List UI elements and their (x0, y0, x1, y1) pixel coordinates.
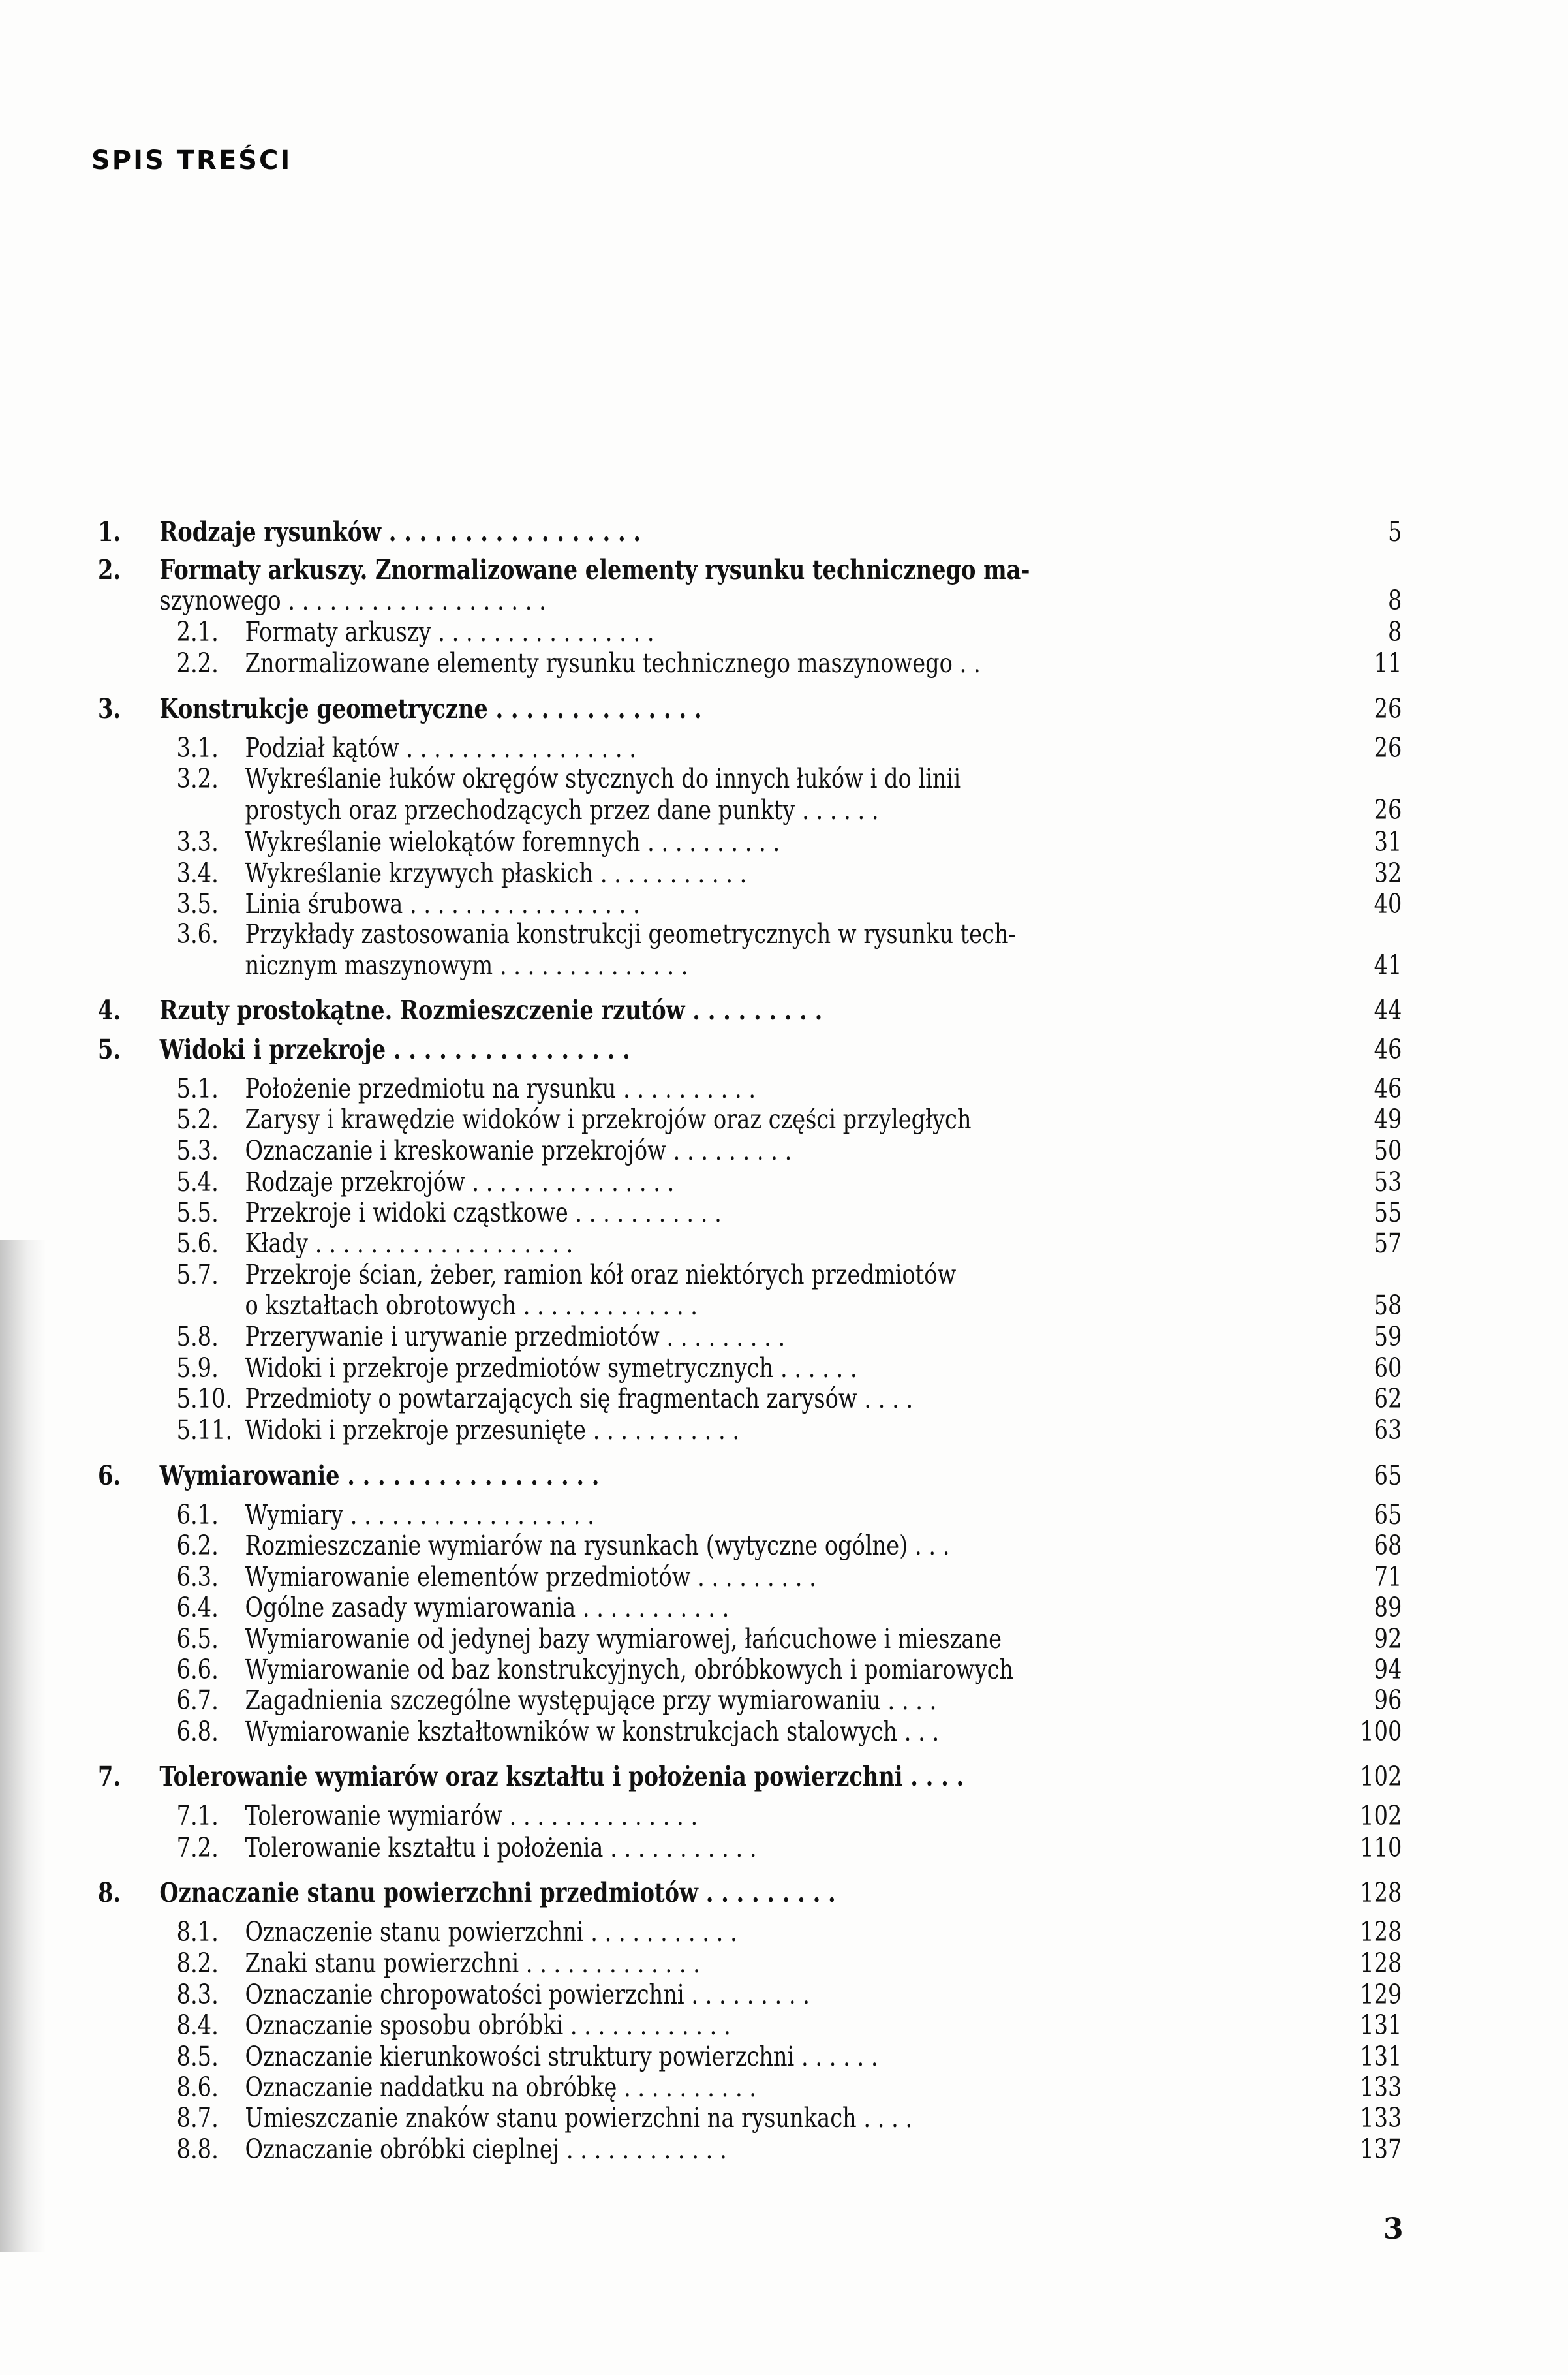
toc-entry-number: 6.1. (176, 1499, 219, 1530)
toc-entry-title (245, 1289, 698, 1322)
toc-section-entry (0, 647, 1402, 679)
toc-entry-title-text: Ogólne zasady wymiarowania (245, 1592, 576, 1623)
toc-chapter-entry (0, 516, 1402, 548)
toc-page-number: 46 (1374, 1073, 1402, 1104)
dot-leader: . . (952, 647, 981, 679)
toc-entry-title-text: Formaty arkuszy (245, 616, 431, 647)
toc-entry-number: 8.6. (176, 2072, 219, 2103)
toc-page-number: 26 (1374, 693, 1402, 724)
toc-entry-number: 8.8. (176, 2134, 219, 2165)
toc-entry-title (245, 1947, 700, 1979)
toc-entry-title (245, 1799, 698, 1832)
dot-leader: . . . . . . . . . . . . . . . . . . . (308, 1228, 574, 1259)
toc-entry-title-text: Tolerowanie wymiarów oraz kształtu i położenia powierzchni (159, 1761, 903, 1792)
toc-page-number: 58 (1374, 1290, 1402, 1321)
toc-entry-number: 3.2. (176, 763, 219, 794)
toc-entry-title-text: Formaty arkuszy. Znormalizowane elementy rysunku technicznego ma- (159, 554, 1030, 585)
toc-section-entry (0, 1653, 1402, 1686)
toc-entry-title-text: Wymiarowanie od jedynej bazy wymiarowej, łańcuchowe i mieszane (245, 1623, 1002, 1654)
toc-entry-title-text: Wymiary (245, 1499, 344, 1530)
dot-leader: . . . . . . . . . . . (586, 1414, 740, 1446)
toc-page-number: 5 (1388, 516, 1402, 548)
dot-leader: . . . . . . . . . (684, 1979, 810, 2010)
toc-entry-number: 8.1. (176, 1916, 219, 1948)
dot-leader: . . . . . . . . . (690, 1561, 816, 1592)
toc-page-number: 96 (1374, 1684, 1402, 1716)
toc-entry-number: 3.5. (176, 888, 219, 920)
toc-entry-number: 2. (98, 554, 121, 585)
toc-entry-continuation (0, 584, 1402, 617)
toc-entry-title-text: Kłady (245, 1228, 309, 1259)
toc-section-entry (0, 1560, 1402, 1593)
toc-entry-title (245, 615, 654, 648)
toc-section-entry (0, 2102, 1402, 2134)
toc-page-number: 100 (1360, 1716, 1402, 1747)
toc-page-number: 26 (1374, 794, 1402, 826)
toc-page-number: 129 (1360, 1979, 1402, 2010)
toc-entry-number: 3.4. (176, 858, 219, 889)
dot-leader: . . . (908, 1530, 950, 1561)
toc-section-entry (0, 1352, 1402, 1384)
dot-leader: . . . . . . . . . . . . . . . . . (403, 888, 640, 920)
toc-entry-number: 3. (98, 693, 121, 724)
toc-entry-title-text: prostych oraz przechodzących przez dane punkty (245, 794, 795, 826)
toc-entry-title-text: Przykłady zastosowania konstrukcji geometrycznych w rysunku tech- (245, 918, 1016, 950)
toc-section-entry (0, 888, 1402, 920)
toc-section-entry (0, 1978, 1402, 2011)
toc-page-number: 89 (1374, 1592, 1402, 1623)
toc-entry-title (245, 647, 981, 679)
toc-entry-title (245, 762, 961, 795)
toc-chapter-entry (0, 1459, 1402, 1492)
toc-page-number: 41 (1374, 950, 1402, 981)
dot-leader: . . . . . . . . . . . . . . . . . . (343, 1499, 594, 1530)
toc-entry-title (245, 826, 780, 858)
toc-entry-number: 7.2. (176, 1832, 219, 1863)
toc-entry-number: 7. (98, 1761, 121, 1792)
toc-section-entry (0, 1103, 1402, 1136)
dot-leader: . . . . . . . . . . . . . . (502, 1800, 698, 1831)
toc-entry-title (245, 1498, 594, 1531)
dot-leader: . . . . . . . . . . . . (559, 2134, 727, 2165)
toc-section-entry (0, 826, 1402, 858)
dot-leader: . . . . . . . . . . . . . . . . . . . (281, 585, 546, 616)
toc-entry-title-text: Umieszczanie znaków stanu powierzchni na rysunkach (245, 2102, 857, 2134)
toc-page-number: 60 (1374, 1352, 1402, 1384)
toc-entry-number: 6.8. (176, 1716, 219, 1747)
toc-entry-title (245, 1684, 937, 1716)
toc-section-entry (0, 1916, 1402, 1948)
toc-page-number: 11 (1374, 647, 1402, 679)
toc-entry-number: 2.1. (176, 616, 219, 647)
toc-entry-title (245, 2071, 757, 2103)
toc-page-number: 59 (1374, 1321, 1402, 1352)
toc-page-number: 68 (1374, 1530, 1402, 1561)
toc-section-entry (0, 1320, 1402, 1353)
toc-page-number: 102 (1360, 1761, 1402, 1792)
toc-entry-title-text: Przerywanie i urywanie przedmiotów (245, 1321, 660, 1352)
toc-page-number: 65 (1374, 1499, 1402, 1530)
toc-entry-number: 3.6. (176, 918, 219, 950)
toc-page-number: 57 (1374, 1228, 1402, 1259)
dot-leader: . . . . . . . . . . . (593, 858, 747, 889)
dot-leader: . . . . (856, 2102, 913, 2134)
toc-section-entry (0, 1072, 1402, 1105)
toc-entry-title-text: szynowego (159, 585, 281, 616)
toc-section-entry (0, 1715, 1402, 1748)
toc-section-entry (0, 918, 1285, 950)
toc-entry-title (245, 2040, 878, 2073)
toc-section-entry (0, 857, 1402, 890)
toc-entry-number: 2.2. (176, 647, 219, 679)
toc-page-number: 71 (1374, 1561, 1402, 1592)
toc-entry-title-text: Oznaczenie stanu powierzchni (245, 1916, 584, 1948)
toc-section-entry (0, 762, 1285, 795)
toc-entry-number: 3.3. (176, 826, 219, 858)
toc-entry-title (245, 1166, 675, 1198)
toc-entry-title (245, 1916, 737, 1948)
toc-section-entry (0, 1166, 1402, 1198)
toc-entry-title-text: nicznym maszynowym (245, 950, 493, 981)
toc-entry-number: 6.6. (176, 1654, 219, 1685)
toc-entry-number: 5.2. (176, 1104, 219, 1135)
toc-section-entry (0, 1258, 1285, 1291)
toc-section-entry (0, 2133, 1402, 2165)
toc-entry-title (159, 692, 701, 725)
toc-page-number: 8 (1388, 585, 1402, 616)
toc-page-number: 8 (1388, 616, 1402, 647)
toc-entry-title (245, 1227, 574, 1260)
toc-chapter-entry (0, 692, 1402, 725)
toc-entry-title-text: Rzuty prostokątne. Rozmieszczenie rzutów (159, 995, 685, 1026)
toc-section-entry (0, 1196, 1402, 1229)
toc-entry-title-text: Linia śrubowa (245, 888, 403, 920)
toc-section-entry (0, 1684, 1402, 1716)
dot-leader: . . . . . . . . . . (617, 2072, 757, 2103)
dot-leader: . . . . . . . . . . . . . (519, 1948, 700, 1979)
toc-page-number: 62 (1374, 1383, 1402, 1414)
toc-entry-title (245, 1103, 972, 1136)
toc-entry-title (245, 888, 640, 920)
toc-entry-title-text: Zagadnienia szczególne występujące przy wymiarowaniu (245, 1684, 881, 1716)
toc-entry-number: 5.6. (176, 1228, 219, 1259)
toc-section-entry (0, 1831, 1402, 1864)
toc-entry-title (245, 857, 747, 890)
dot-leader: . . . . . . . . . . . . . . (493, 950, 688, 981)
toc-entry-number: 6.3. (176, 1561, 219, 1592)
toc-entry-title-text: Zarysy i krawędzie widoków i przekrojów oraz części przyległych (245, 1104, 972, 1135)
toc-entry-title (159, 1459, 599, 1492)
toc-entry-title (245, 1978, 810, 2011)
toc-entry-title-text: Wymiarowanie kształtowników w konstrukcjach stalowych (245, 1716, 898, 1747)
toc-entry-title-text: Oznaczanie naddatku na obróbkę (245, 2072, 617, 2103)
toc-page-number: 94 (1374, 1654, 1402, 1685)
toc-entry-title-text: Widoki i przekroje przedmiotów symetrycznych (245, 1352, 774, 1384)
toc-entry-title-text: Wymiarowanie elementów przedmiotów (245, 1561, 691, 1592)
toc-chapter-entry (0, 1033, 1402, 1066)
toc-page-number: 31 (1374, 826, 1402, 858)
toc-page-number: 53 (1374, 1166, 1402, 1198)
toc-entry-title (245, 1529, 950, 1562)
toc-entry-number: 5.9. (176, 1352, 219, 1384)
toc-entry-number: 8.3. (176, 1979, 219, 2010)
toc-entry-title (159, 1760, 964, 1793)
toc-entry-title-text: Wykreślanie łuków okręgów stycznych do innych łuków i do linii (245, 763, 961, 794)
toc-entry-title (159, 1876, 835, 1909)
toc-entry-title-text: Oznaczanie stanu powierzchni przedmiotów (159, 1877, 699, 1908)
toc-entry-title (245, 2009, 731, 2041)
toc-page-number: 55 (1374, 1197, 1402, 1228)
toc-page-number: 131 (1360, 2041, 1402, 2072)
toc-entry-title (245, 1414, 740, 1446)
dot-leader: . . . . . . . . . . (616, 1073, 756, 1104)
toc-section-entry (0, 615, 1402, 648)
toc-page-number: 44 (1374, 995, 1402, 1026)
toc-section-entry (0, 2071, 1402, 2103)
toc-page-number: 46 (1374, 1034, 1402, 1065)
toc-entry-title-text: Oznaczanie obróbki cieplnej (245, 2134, 560, 2165)
toc-entry-title-text: Konstrukcje geometryczne (159, 693, 488, 724)
toc-entry-title-text: Oznaczanie kierunkowości struktury powierzchni (245, 2041, 795, 2072)
dot-leader: . . . . . . . . . . . . . . . . (431, 616, 654, 647)
toc-entry-number: 8.4. (176, 2010, 219, 2041)
toc-section-entry (0, 1227, 1402, 1260)
toc-entry-title (245, 1258, 957, 1291)
toc-entry-title-text: Przekroje ścian, żeber, ramion kół oraz niektórych przedmiotów (245, 1259, 957, 1290)
toc-entry-title (245, 1591, 730, 1624)
toc-entry-number: 5.5. (176, 1197, 219, 1228)
toc-entry-title (159, 553, 1030, 586)
toc-entry-title-text: Widoki i przekroje (159, 1034, 386, 1065)
toc-entry-number: 5.1. (176, 1073, 219, 1104)
dot-leader: . . . . . . . . . (659, 1321, 786, 1352)
toc-entry-continuation (0, 1289, 1402, 1322)
toc-page-number: 40 (1374, 888, 1402, 920)
dot-leader: . . . . . . (795, 794, 879, 826)
dot-leader: . . . . . . (773, 1352, 857, 1384)
toc-entry-title-text: Wymiarowanie od baz konstrukcyjnych, obróbkowych i pomiarowych (245, 1654, 1014, 1685)
toc-entry-title (245, 794, 879, 826)
toc-entry-number: 5. (98, 1034, 121, 1065)
toc-entry-title (245, 732, 636, 764)
toc-entry-title (245, 1715, 940, 1748)
dot-leader: . . . (897, 1716, 940, 1747)
toc-entry-number: 6.7. (176, 1684, 219, 1716)
toc-entry-number: 5.10. (176, 1383, 233, 1414)
toc-section-entry (0, 1382, 1402, 1415)
page-number: 3 (1383, 2212, 1404, 2246)
dot-leader: . . . . . . . . . . . . . . . . . (399, 732, 636, 764)
toc-section-entry (0, 1591, 1402, 1624)
toc-entry-title (245, 2102, 913, 2134)
toc-section-entry (0, 1498, 1402, 1531)
toc-entry-title (245, 1134, 792, 1167)
toc-entry-title (245, 1072, 756, 1105)
dot-leader: . . . . (902, 1761, 964, 1792)
toc-section-entry (0, 1414, 1402, 1446)
toc-entry-title-text: Wymiarowanie (159, 1460, 340, 1491)
toc-page-number: 133 (1360, 2072, 1402, 2103)
toc-section-entry (0, 1622, 1402, 1655)
toc-entry-continuation (0, 949, 1402, 982)
toc-entry-title (245, 1622, 1002, 1655)
toc-page-number: 110 (1360, 1832, 1402, 1863)
toc-entry-title-text: Podział kątów (245, 732, 399, 764)
toc-entry-title (245, 1653, 1013, 1686)
dot-leader: . . . . . . . . . . . (576, 1592, 730, 1623)
toc-entry-title (245, 1352, 857, 1384)
toc-page-number: 92 (1374, 1623, 1402, 1654)
toc-section-entry (0, 2040, 1402, 2073)
toc-entry-number: 8.2. (176, 1948, 219, 1979)
toc-entry-title-text: Oznaczanie chropowatości powierzchni (245, 1979, 684, 2010)
dot-leader: . . . . (857, 1383, 914, 1414)
toc-chapter-entry (0, 1876, 1402, 1909)
toc-entry-title-text: Rozmieszczanie wymiarów na rysunkach (wytyczne ogólne) (245, 1530, 908, 1561)
toc-entry-number: 5.4. (176, 1166, 219, 1198)
toc-entry-title-text: Rodzaje przekrojów (245, 1166, 465, 1198)
dot-leader: . . . . . . . . . . . . . . . . . (381, 516, 641, 548)
dot-leader: . . . . . . . . . . . . . . (487, 693, 702, 724)
toc-entry-title (245, 1196, 722, 1229)
toc-page-number: 128 (1360, 1877, 1402, 1908)
dot-leader: . . . . . . . . . (684, 995, 823, 1026)
toc-entry-title-text: Położenie przedmiotu na rysunku (245, 1073, 617, 1104)
toc-page-number: 133 (1360, 2102, 1402, 2134)
toc-page-number: 131 (1360, 2010, 1402, 2041)
toc-entry-number: 8.7. (176, 2102, 219, 2134)
toc-entry-number: 6.4. (176, 1592, 219, 1623)
toc-page-number: 26 (1374, 732, 1402, 764)
toc-entry-title-text: Przedmioty o powtarzających się fragmentach zarysów (245, 1383, 857, 1414)
dot-leader: . . . . . . . . . . . . (563, 2010, 731, 2041)
dot-leader: . . . . . . . . . . . . . (516, 1290, 698, 1321)
toc-entry-number: 6. (98, 1460, 121, 1491)
toc-section-entry (0, 1947, 1402, 1979)
toc-entry-title (159, 584, 546, 617)
toc-section-entry (0, 732, 1402, 764)
toc-entry-title-text: Oznaczanie i kreskowanie przekrojów (245, 1135, 666, 1166)
toc-entry-continuation (0, 794, 1402, 826)
dot-leader: . . . . . . (794, 2041, 878, 2072)
toc-entry-title (245, 918, 1016, 950)
dot-leader: . . . . . . . . . . . (583, 1916, 737, 1948)
toc-entry-title-text: Przekroje i widoki cząstkowe (245, 1197, 568, 1228)
toc-entry-number: 6.5. (176, 1623, 219, 1654)
toc-chapter-entry (0, 994, 1402, 1027)
toc-entry-title-text: Wykreślanie wielokątów foremnych (245, 826, 641, 858)
toc-page-number: 50 (1374, 1135, 1402, 1166)
toc-entry-title-text: Oznaczanie sposobu obróbki (245, 2010, 564, 2041)
dot-leader: . . . . . . . . . . . . . . . . . (339, 1460, 600, 1491)
page-title: SPIS TREŚCI (91, 145, 292, 176)
toc-entry-title (245, 1560, 816, 1593)
toc-entry-title (159, 1033, 630, 1066)
toc-section-entry (0, 1134, 1402, 1167)
toc-entry-title (245, 1382, 914, 1415)
toc-entry-number: 5.3. (176, 1135, 219, 1166)
toc-page-number: 32 (1374, 858, 1402, 889)
toc-entry-number: 5.8. (176, 1321, 219, 1352)
toc-section-entry (0, 2009, 1402, 2041)
dot-leader: . . . . . . . . . . . . . . . (465, 1166, 675, 1198)
toc-entry-title-text: Widoki i przekroje przesunięte (245, 1414, 587, 1446)
dot-leader: . . . . . . . . . . . (568, 1197, 722, 1228)
toc-page-number: 102 (1360, 1800, 1402, 1831)
dot-leader: . . . . . . . . . . (640, 826, 780, 858)
toc-entry-title-text: Wykreślanie krzywych płaskich (245, 858, 594, 889)
toc-page-number: 63 (1374, 1414, 1402, 1446)
toc-page-number: 65 (1374, 1460, 1402, 1491)
dot-leader: . . . . . . . . . (698, 1877, 836, 1908)
toc-page-number: 49 (1374, 1104, 1402, 1135)
toc-page-number: 128 (1360, 1948, 1402, 1979)
toc-chapter-entry (0, 1760, 1402, 1793)
toc-entry-number: 5.7. (176, 1259, 219, 1290)
toc-entry-number: 6.2. (176, 1530, 219, 1561)
toc-entry-title (245, 1320, 786, 1353)
toc-chapter-entry (0, 553, 1285, 586)
toc-entry-number: 8. (98, 1877, 121, 1908)
toc-entry-number: 3.1. (176, 732, 219, 764)
toc-entry-number: 8.5. (176, 2041, 219, 2072)
toc-page-number: 137 (1360, 2134, 1402, 2165)
toc-entry-title (159, 516, 641, 548)
toc-entry-title (159, 994, 822, 1027)
dot-leader: . . . . . . . . . . . . . . . . (386, 1034, 630, 1065)
toc-entry-number: 1. (98, 516, 121, 548)
toc-entry-title (245, 949, 688, 982)
toc-entry-title-text: Tolerowanie wymiarów (245, 1800, 502, 1831)
toc-entry-number: 7.1. (176, 1800, 219, 1831)
toc-section-entry (0, 1799, 1402, 1832)
toc-entry-title (245, 2133, 727, 2165)
toc-entry-title-text: Rodzaje rysunków (159, 516, 382, 548)
toc-entry-title-text: Znaki stanu powierzchni (245, 1948, 519, 1979)
toc-page-number: 128 (1360, 1916, 1402, 1948)
dot-leader: . . . . . . . . . . . (603, 1832, 757, 1863)
toc-entry-title-text: Tolerowanie kształtu i położenia (245, 1832, 604, 1863)
toc-entry-number: 4. (98, 995, 121, 1026)
dot-leader: . . . . . . . . . (666, 1135, 792, 1166)
toc-entry-title-text: o kształtach obrotowych (245, 1290, 517, 1321)
toc-entry-number: 5.11. (176, 1414, 233, 1446)
toc-section-entry (0, 1529, 1402, 1562)
toc-entry-title (245, 1831, 757, 1864)
toc-entry-title-text: Znormalizowane elementy rysunku technicznego maszynowego (245, 647, 953, 679)
dot-leader: . . . . (880, 1684, 937, 1716)
